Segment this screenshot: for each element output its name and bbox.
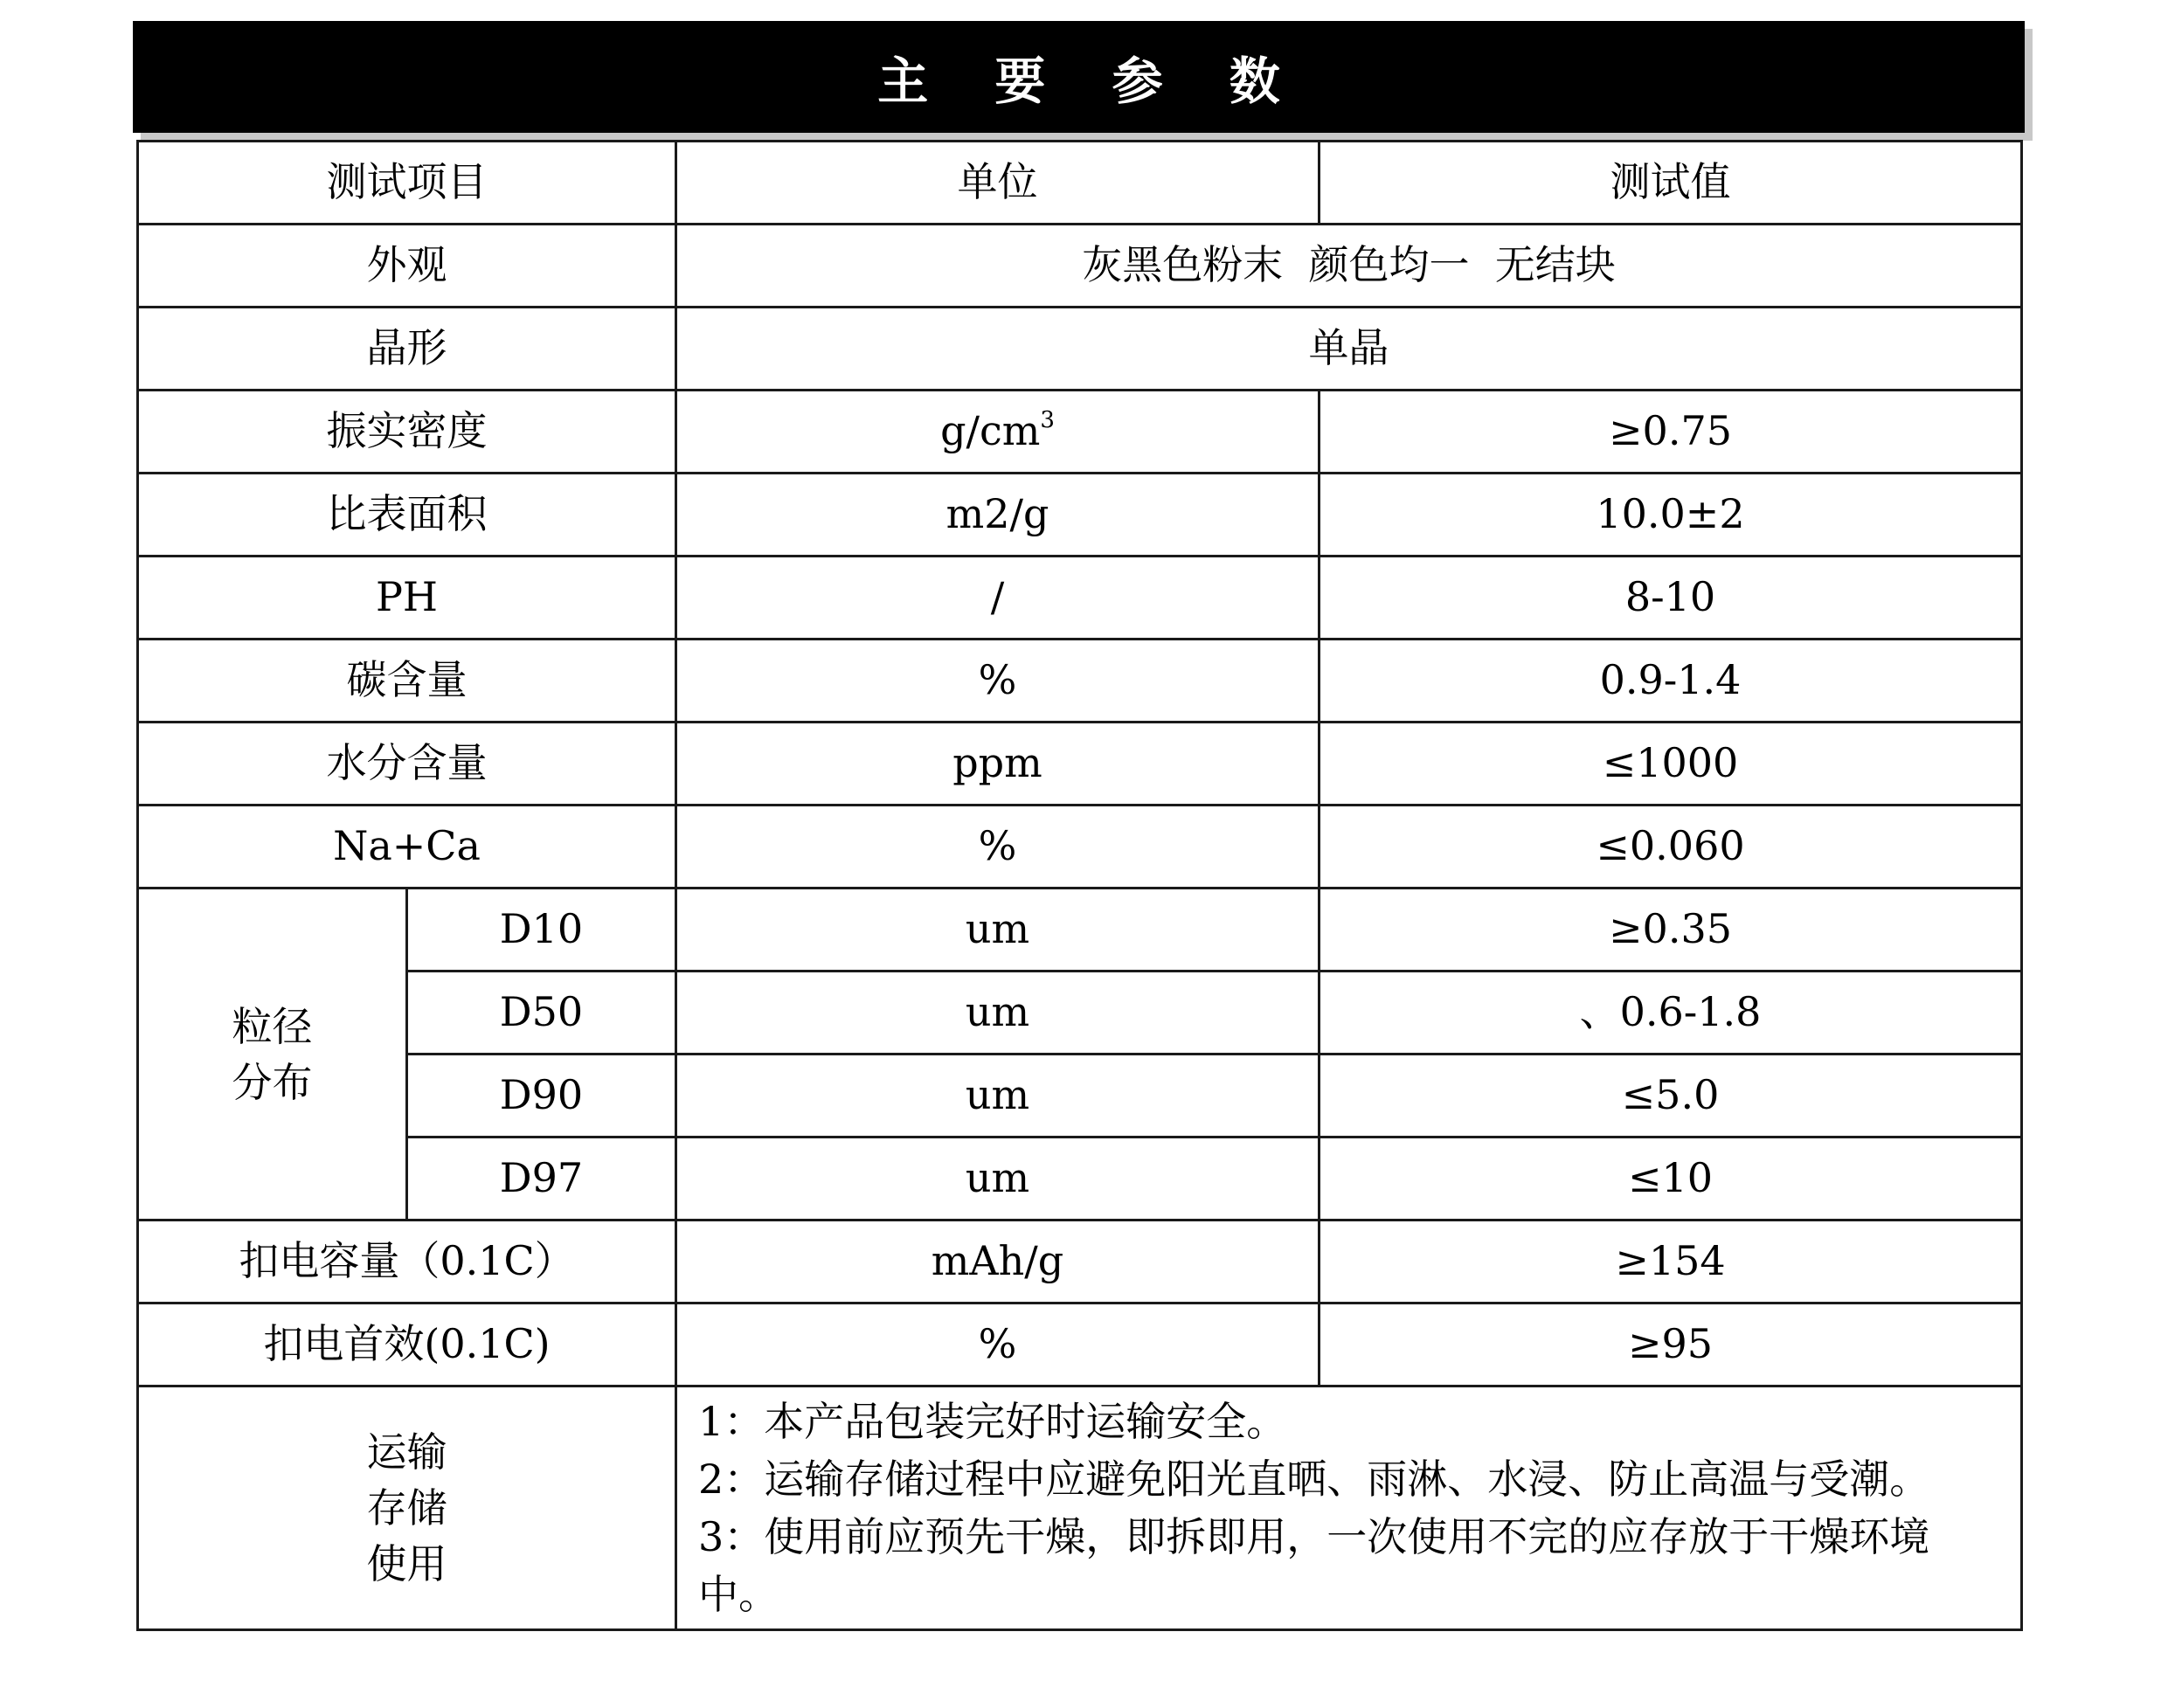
row-value-surface-area: 10.0±2 — [1320, 474, 2022, 557]
row-sublabel-d90: D90 — [407, 1055, 676, 1138]
row-value-moisture: ≤1000 — [1320, 723, 2022, 806]
row-label-tap-density: 振实密度 — [138, 391, 676, 474]
page-title: 主 要 参 数 — [877, 52, 1305, 111]
row-unit-d50: um — [676, 972, 1320, 1055]
row-label-ph: PH — [138, 557, 676, 640]
table-row — [138, 308, 2022, 391]
row-label-carbon: 碳含量 — [138, 640, 676, 723]
table-row — [138, 806, 2022, 889]
header-item: 测试项目 — [138, 142, 676, 225]
row-unit-d97: um — [676, 1138, 1320, 1220]
row-label-particle — [138, 889, 407, 1220]
row-sublabel-d50: D50 — [407, 972, 676, 1055]
notes-label-line1: 运输 — [366, 1428, 447, 1476]
row-label-notes — [138, 1386, 676, 1630]
row-unit-ph: / — [676, 557, 1320, 640]
particle-label-line1: 粒径 — [232, 1002, 313, 1050]
row-label-crystal: 晶形 — [138, 308, 676, 391]
table-row — [138, 640, 2022, 723]
table-row — [138, 1220, 2022, 1303]
row-value-ph: 8-10 — [1320, 557, 2022, 640]
row-value-d50: 、0.6-1.8 — [1320, 972, 2022, 1055]
row-value-crystal: 单晶 — [676, 308, 2022, 391]
table-row — [138, 972, 2022, 1055]
row-value-efficiency: ≥95 — [1320, 1303, 2022, 1386]
table-row — [138, 391, 2022, 474]
row-sublabel-d97: D97 — [407, 1138, 676, 1220]
table-row — [138, 557, 2022, 640]
note-line-1: 1：本产品包装完好时运输安全。 — [698, 1398, 1287, 1445]
row-label-surface-area: 比表面积 — [138, 474, 676, 557]
note-line-2: 2：运输存储过程中应避免阳光直晒、雨淋、水浸、防止高温与受潮。 — [698, 1456, 1930, 1503]
row-unit-carbon: % — [676, 640, 1320, 723]
row-unit-capacity: mAh/g — [676, 1220, 1320, 1303]
row-label-efficiency: 扣电首效(0.1C) — [138, 1303, 676, 1386]
row-value-appearance: 灰黑色粉末 颜色均一 无结块 — [676, 225, 2022, 308]
table-row — [138, 1055, 2022, 1138]
row-unit-efficiency: % — [676, 1303, 1320, 1386]
row-label-na-ca: Na+Ca — [138, 806, 676, 889]
table-row — [138, 1303, 2022, 1386]
note-line-3: 3：使用前应预先干燥，即拆即用，一次使用不完的应存放于干燥环境中。 — [698, 1513, 1930, 1618]
particle-label-line2: 分布 — [232, 1058, 313, 1106]
row-value-d10: ≥0.35 — [1320, 889, 2022, 972]
table-row — [138, 474, 2022, 557]
unit-text: g/cm — [940, 407, 1041, 455]
row-value-carbon: 0.9-1.4 — [1320, 640, 2022, 723]
table-row — [138, 889, 2022, 972]
notes-label-line2: 存储 — [366, 1484, 447, 1532]
table-header-row — [138, 142, 2022, 225]
unit-superscript: 3 — [1040, 407, 1055, 434]
row-value-tap-density: ≥0.75 — [1320, 391, 2022, 474]
notes-label-line3: 使用 — [366, 1540, 447, 1587]
title-bar — [133, 21, 2025, 133]
row-label-capacity: 扣电容量（0.1C） — [138, 1220, 676, 1303]
row-unit-d10: um — [676, 889, 1320, 972]
table-row — [138, 1386, 2022, 1630]
table-row — [138, 225, 2022, 308]
row-unit-d90: um — [676, 1055, 1320, 1138]
row-unit-surface-area: m2/g — [676, 474, 1320, 557]
row-value-d97: ≤10 — [1320, 1138, 2022, 1220]
row-unit-moisture: ppm — [676, 723, 1320, 806]
parameters-table — [136, 140, 2023, 1631]
table-row — [138, 723, 2022, 806]
notes-content — [676, 1386, 2022, 1630]
row-value-capacity: ≥154 — [1320, 1220, 2022, 1303]
row-value-d90: ≤5.0 — [1320, 1055, 2022, 1138]
row-value-na-ca: ≤0.060 — [1320, 806, 2022, 889]
row-sublabel-d10: D10 — [407, 889, 676, 972]
row-unit-na-ca: % — [676, 806, 1320, 889]
row-unit-tap-density — [676, 391, 1320, 474]
header-unit: 单位 — [676, 142, 1320, 225]
table-row — [138, 1138, 2022, 1220]
header-value: 测试值 — [1320, 142, 2022, 225]
row-label-appearance: 外观 — [138, 225, 676, 308]
row-label-moisture: 水分含量 — [138, 723, 676, 806]
